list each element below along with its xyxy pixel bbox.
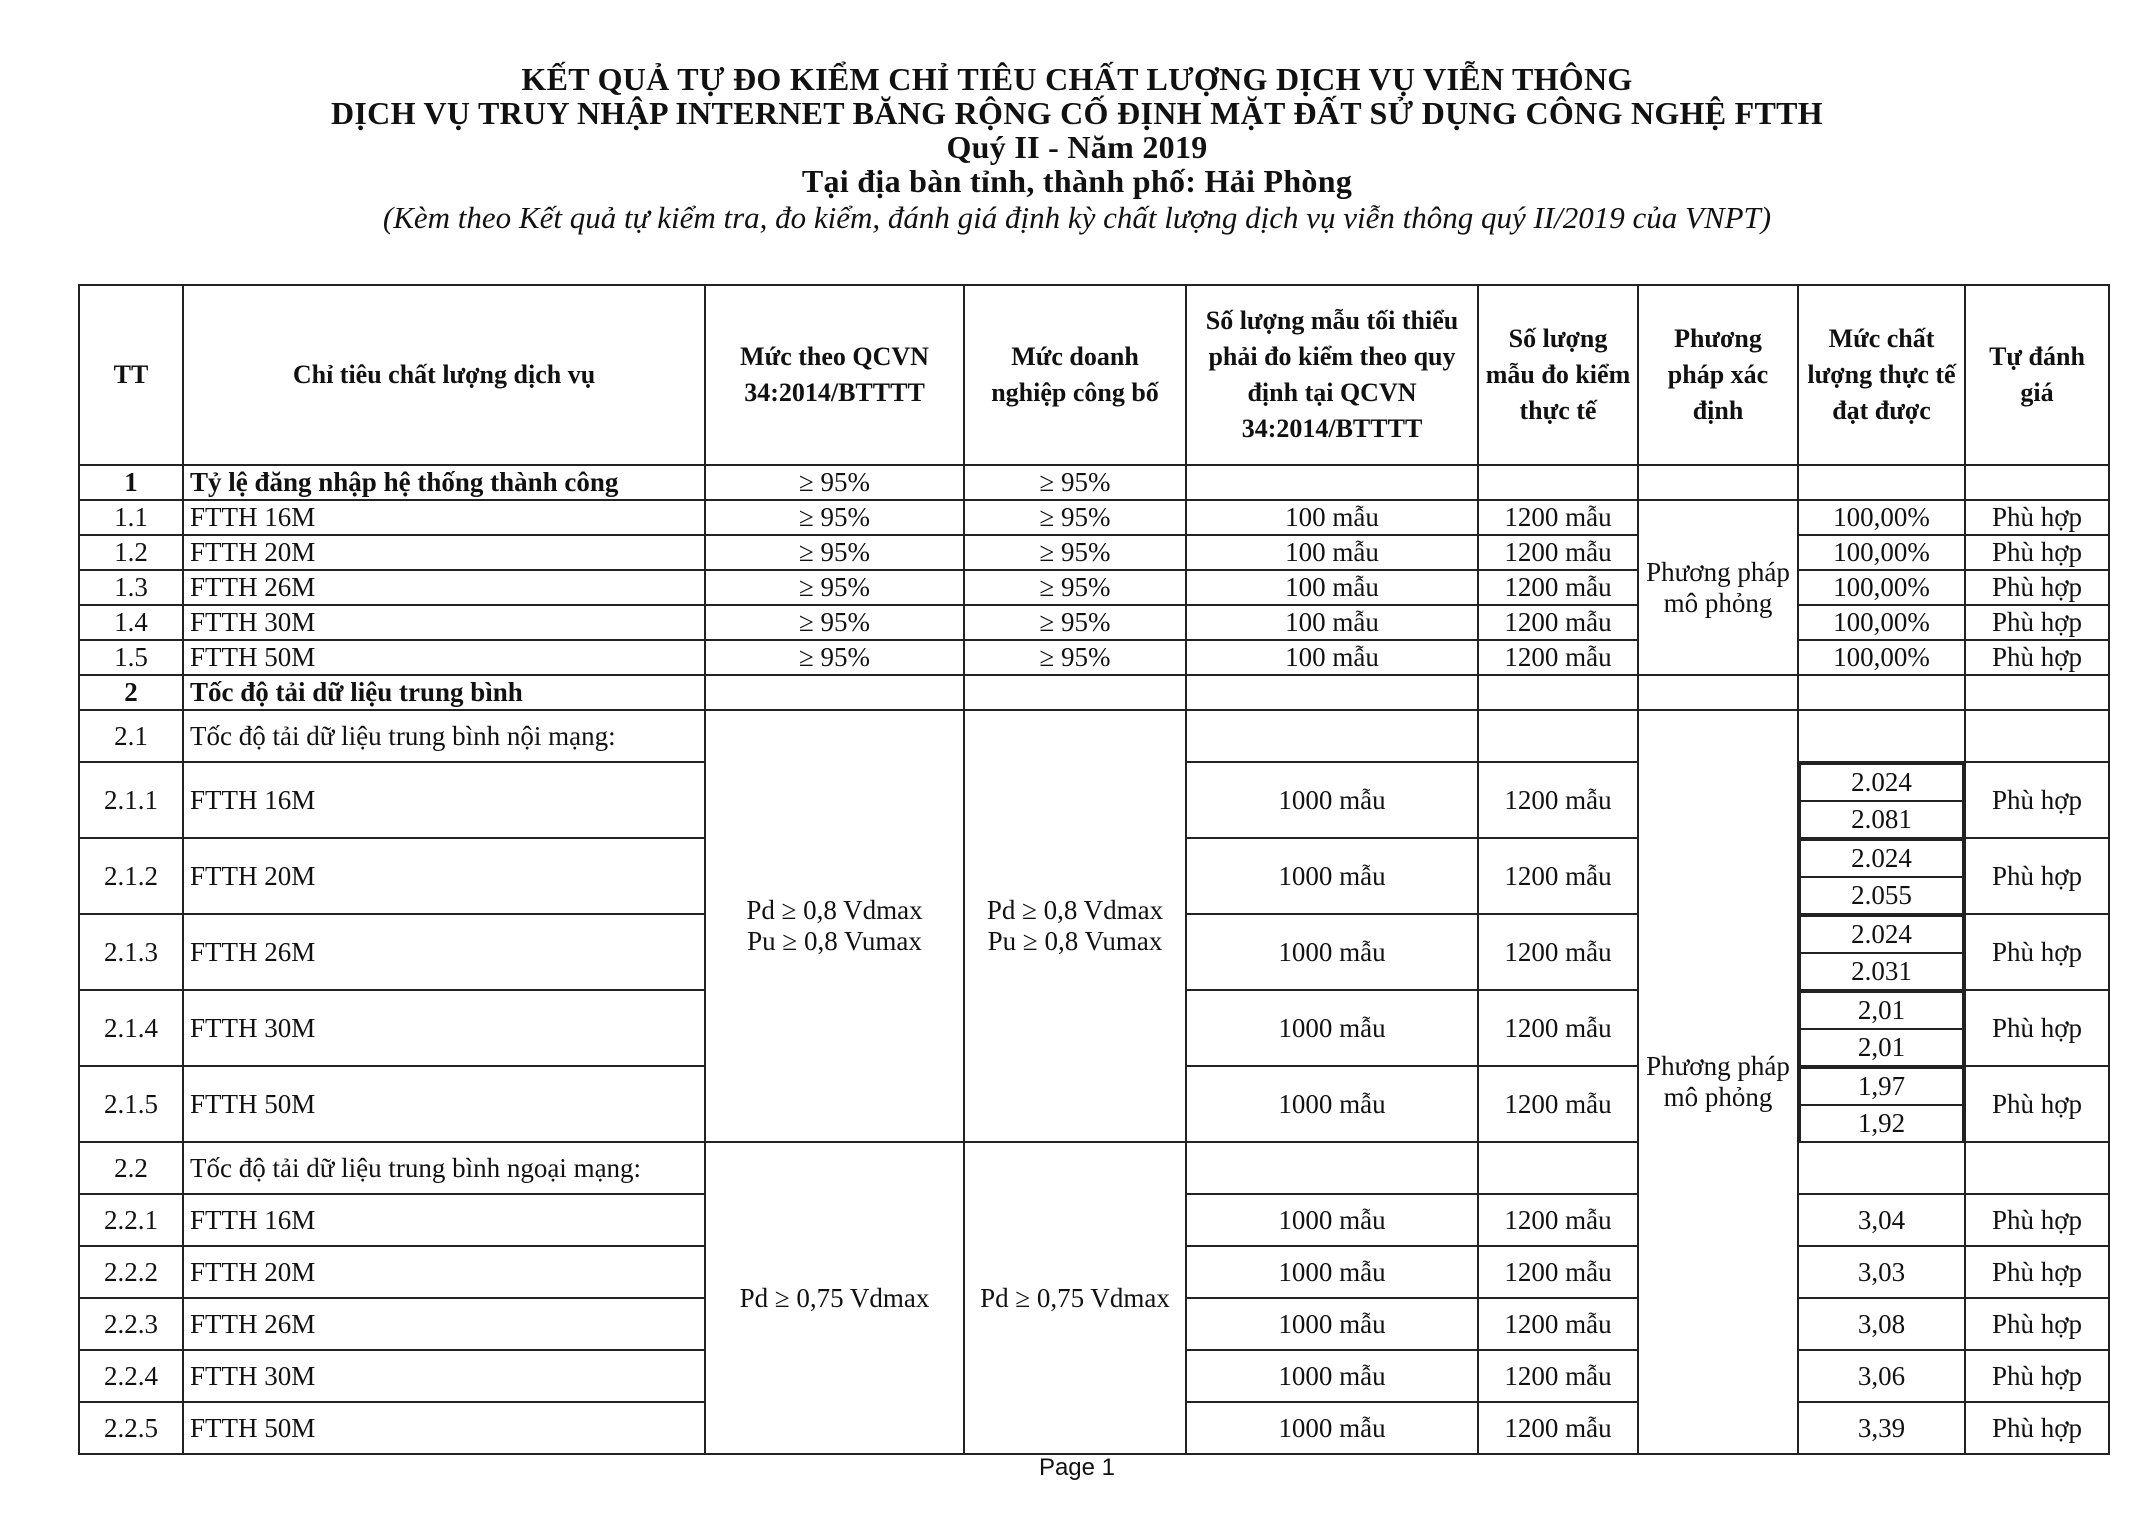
row-name: FTTH 20M — [183, 838, 705, 914]
row-actual-samples: 1200 mẫu — [1478, 570, 1638, 605]
row-min-samples: 1000 mẫu — [1186, 1194, 1478, 1246]
row-min-samples: 100 mẫu — [1186, 535, 1478, 570]
sub1-dn — [964, 710, 1186, 1142]
dn-pu: Pu ≥ 0,8 Vumax — [987, 926, 1163, 956]
title-line-1: KẾT QUẢ TỰ ĐO KIỂM CHỈ TIÊU CHẤT LƯỢNG DỊCH VỤ VIỄN THÔNG — [521, 61, 1633, 97]
row-tt: 2.1.3 — [79, 914, 183, 990]
row-result-pair — [1798, 914, 1965, 990]
row-name: FTTH 50M — [183, 1066, 705, 1142]
row-tt: 2.1.5 — [79, 1066, 183, 1142]
row-dn: ≥ 95% — [964, 535, 1186, 570]
row-tt: 1.5 — [79, 640, 183, 675]
results-table — [78, 284, 2110, 1455]
col-chi-tieu: Chỉ tiêu chất lượng dịch vụ — [183, 285, 705, 465]
row-min-samples: 1000 mẫu — [1186, 1246, 1478, 1298]
result-download: 1,97 — [1800, 1068, 1963, 1105]
row-eval: Phù hợp — [1965, 1402, 2109, 1454]
sub1-qcvn — [705, 710, 964, 1142]
col-muc-thuc-te: Mức chất lượng thực tế đạt được — [1798, 285, 1965, 465]
row-min-samples: 100 mẫu — [1186, 640, 1478, 675]
row-actual-samples: 1200 mẫu — [1478, 1246, 1638, 1298]
result-download: 2.024 — [1800, 764, 1963, 801]
subsection-row — [79, 1142, 2109, 1194]
row-eval: Phù hợp — [1965, 1350, 2109, 1402]
qcvn-pu: Pu ≥ 0,8 Vumax — [747, 926, 922, 956]
row-actual-samples: 1200 mẫu — [1478, 990, 1638, 1066]
page-number: Page 1 — [1038, 1454, 1116, 1481]
table-row — [79, 605, 2109, 640]
row-min-samples: 1000 mẫu — [1186, 1066, 1478, 1142]
row-eval: Phù hợp — [1965, 914, 2109, 990]
row-result: 3,39 — [1798, 1402, 1965, 1454]
qcvn-pd: Pd ≥ 0,8 Vdmax — [746, 895, 923, 925]
document-header — [0, 62, 2154, 236]
row-tt: 1.2 — [79, 535, 183, 570]
row-name: FTTH 20M — [183, 1246, 705, 1298]
row-actual-samples: 1200 mẫu — [1478, 838, 1638, 914]
row-result: 3,08 — [1798, 1298, 1965, 1350]
header-row — [79, 285, 2109, 465]
row-tt: 2.2.5 — [79, 1402, 183, 1454]
row-tt: 2.2.1 — [79, 1194, 183, 1246]
subsection-row — [79, 710, 2109, 762]
dn-pd: Pd ≥ 0,8 Vdmax — [986, 895, 1164, 925]
row-min-samples: 1000 mẫu — [1186, 762, 1478, 838]
row-tt: 1.4 — [79, 605, 183, 640]
col-so-mau-thuc-te: Số lượng mẫu đo kiểm thực tế — [1478, 285, 1638, 465]
subsection-tt: 2.1 — [79, 710, 183, 762]
row-result-pair — [1798, 762, 1965, 838]
row-eval: Phù hợp — [1965, 1246, 2109, 1298]
result-upload: 1,92 — [1800, 1105, 1963, 1141]
result-upload: 2.031 — [1800, 953, 1963, 989]
row-tt: 2.2.4 — [79, 1350, 183, 1402]
row-name: FTTH 26M — [183, 1298, 705, 1350]
row-name: FTTH 16M — [183, 762, 705, 838]
row-min-samples: 1000 mẫu — [1186, 990, 1478, 1066]
row-min-samples: 100 mẫu — [1186, 570, 1478, 605]
col-qcvn: Mức theo QCVN 34:2014/BTTTT — [705, 285, 964, 465]
row-result-pair — [1798, 990, 1965, 1066]
row-eval: Phù hợp — [1965, 500, 2109, 535]
method-cell: Phương pháp mô phỏng — [1638, 500, 1798, 675]
row-tt: 1.3 — [79, 570, 183, 605]
result-download: 2.024 — [1800, 840, 1963, 877]
row-name: FTTH 16M — [183, 500, 705, 535]
table-row — [79, 570, 2109, 605]
col-tu-danh-gia: Tự đánh giá — [1965, 285, 2109, 465]
row-eval: Phù hợp — [1965, 1298, 2109, 1350]
row-result: 100,00% — [1798, 605, 1965, 640]
sub2-qcvn: Pd ≥ 0,75 Vdmax — [705, 1142, 964, 1454]
subsection-name: Tốc độ tải dữ liệu trung bình nội mạng: — [183, 710, 705, 762]
row-eval: Phù hợp — [1965, 838, 2109, 914]
row-min-samples: 1000 mẫu — [1186, 914, 1478, 990]
section-name: Tỷ lệ đăng nhập hệ thống thành công — [183, 465, 705, 500]
subtitle: (Kèm theo Kết quả tự kiểm tra, đo kiểm, đánh giá định kỳ chất lượng dịch vụ viễn thông quý II/2019 của VNPT) — [382, 200, 1772, 235]
section-dn: ≥ 95% — [964, 465, 1186, 500]
section-tt: 1 — [79, 465, 183, 500]
row-qcvn: ≥ 95% — [705, 605, 964, 640]
section-row — [79, 675, 2109, 710]
row-actual-samples: 1200 mẫu — [1478, 914, 1638, 990]
row-eval: Phù hợp — [1965, 1066, 2109, 1142]
row-eval: Phù hợp — [1965, 640, 2109, 675]
row-min-samples: 1000 mẫu — [1186, 1350, 1478, 1402]
row-result: 3,06 — [1798, 1350, 1965, 1402]
row-name: FTTH 30M — [183, 990, 705, 1066]
section-name: Tốc độ tải dữ liệu trung bình — [183, 675, 705, 710]
row-qcvn: ≥ 95% — [705, 640, 964, 675]
row-name: FTTH 20M — [183, 535, 705, 570]
row-tt: 1.1 — [79, 500, 183, 535]
row-tt: 2.2.3 — [79, 1298, 183, 1350]
result-upload: 2.081 — [1800, 801, 1963, 837]
row-dn: ≥ 95% — [964, 500, 1186, 535]
row-min-samples: 1000 mẫu — [1186, 838, 1478, 914]
row-actual-samples: 1200 mẫu — [1478, 1402, 1638, 1454]
row-min-samples: 1000 mẫu — [1186, 1298, 1478, 1350]
section-row — [79, 465, 2109, 500]
col-phuong-phap: Phương pháp xác định — [1638, 285, 1798, 465]
row-actual-samples: 1200 mẫu — [1478, 500, 1638, 535]
row-actual-samples: 1200 mẫu — [1478, 1066, 1638, 1142]
method-cell: Phương pháp mô phỏng — [1638, 710, 1798, 1454]
row-result-pair — [1798, 1066, 1965, 1142]
row-tt: 2.1.1 — [79, 762, 183, 838]
row-result: 3,04 — [1798, 1194, 1965, 1246]
row-result-pair — [1798, 838, 1965, 914]
row-result: 100,00% — [1798, 500, 1965, 535]
row-actual-samples: 1200 mẫu — [1478, 640, 1638, 675]
row-tt: 2.1.4 — [79, 990, 183, 1066]
section-qcvn: ≥ 95% — [705, 465, 964, 500]
col-tt: TT — [79, 285, 183, 465]
result-upload: 2,01 — [1800, 1029, 1963, 1065]
row-actual-samples: 1200 mẫu — [1478, 762, 1638, 838]
row-result: 100,00% — [1798, 640, 1965, 675]
row-qcvn: ≥ 95% — [705, 500, 964, 535]
row-actual-samples: 1200 mẫu — [1478, 605, 1638, 640]
table-row — [79, 500, 2109, 535]
row-actual-samples: 1200 mẫu — [1478, 1298, 1638, 1350]
result-upload: 2.055 — [1800, 877, 1963, 913]
sub2-dn: Pd ≥ 0,75 Vdmax — [964, 1142, 1186, 1454]
row-result: 3,03 — [1798, 1246, 1965, 1298]
table-row — [79, 640, 2109, 675]
row-result: 100,00% — [1798, 570, 1965, 605]
row-min-samples: 100 mẫu — [1186, 605, 1478, 640]
section-tt: 2 — [79, 675, 183, 710]
subsection-name: Tốc độ tải dữ liệu trung bình ngoại mạng: — [183, 1142, 705, 1194]
row-dn: ≥ 95% — [964, 570, 1186, 605]
row-actual-samples: 1200 mẫu — [1478, 1194, 1638, 1246]
row-eval: Phù hợp — [1965, 535, 2109, 570]
row-tt: 2.2.2 — [79, 1246, 183, 1298]
row-name: FTTH 26M — [183, 914, 705, 990]
row-min-samples: 1000 mẫu — [1186, 1402, 1478, 1454]
row-eval: Phù hợp — [1965, 1194, 2109, 1246]
row-name: FTTH 26M — [183, 570, 705, 605]
row-eval: Phù hợp — [1965, 762, 2109, 838]
row-qcvn: ≥ 95% — [705, 570, 964, 605]
row-dn: ≥ 95% — [964, 640, 1186, 675]
table-row — [79, 535, 2109, 570]
row-min-samples: 100 mẫu — [1186, 500, 1478, 535]
row-actual-samples: 1200 mẫu — [1478, 535, 1638, 570]
row-eval: Phù hợp — [1965, 990, 2109, 1066]
row-tt: 2.1.2 — [79, 838, 183, 914]
row-dn: ≥ 95% — [964, 605, 1186, 640]
row-eval: Phù hợp — [1965, 570, 2109, 605]
row-actual-samples: 1200 mẫu — [1478, 1350, 1638, 1402]
subsection-tt: 2.2 — [79, 1142, 183, 1194]
row-result: 100,00% — [1798, 535, 1965, 570]
title-line-4: Tại địa bàn tỉnh, thành phố: Hải Phòng — [801, 163, 1353, 199]
result-download: 2.024 — [1800, 916, 1963, 953]
col-so-mau-toi-thieu: Số lượng mẫu tối thiểu phải đo kiểm theo quy định tại QCVN 34:2014/BTTTT — [1186, 285, 1478, 465]
result-download: 2,01 — [1800, 992, 1963, 1029]
title-line-3: Quý II - Năm 2019 — [946, 129, 1208, 165]
col-doanh-nghiep: Mức doanh nghiệp công bố — [964, 285, 1186, 465]
title-line-2: DỊCH VỤ TRUY NHẬP INTERNET BĂNG RỘNG CỐ ĐỊNH MẶT ĐẤT SỬ DỤNG CÔNG NGHỆ FTTH — [331, 95, 1823, 131]
row-name: FTTH 16M — [183, 1194, 705, 1246]
row-name: FTTH 50M — [183, 1402, 705, 1454]
row-name: FTTH 30M — [183, 1350, 705, 1402]
row-qcvn: ≥ 95% — [705, 535, 964, 570]
row-name: FTTH 30M — [183, 605, 705, 640]
row-eval: Phù hợp — [1965, 605, 2109, 640]
row-name: FTTH 50M — [183, 640, 705, 675]
